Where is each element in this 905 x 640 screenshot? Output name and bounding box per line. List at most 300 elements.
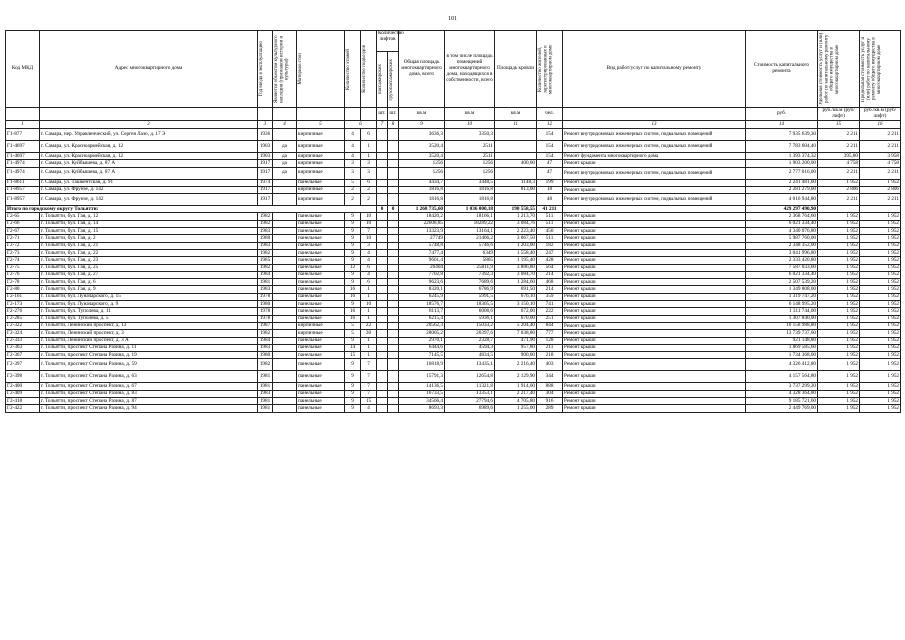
cell-lf bbox=[388, 160, 399, 167]
unit-unit-cost: руб./кв.м (руб/лифт) bbox=[818, 108, 860, 121]
cell-code: Г1-4974 bbox=[6, 167, 40, 179]
cell-cost: 2 348 352,00 bbox=[746, 242, 818, 249]
cell-uc: 2 211 bbox=[818, 167, 860, 179]
cell-fl: 9 bbox=[345, 242, 361, 249]
cell-fl: 9 bbox=[345, 405, 361, 412]
cell-en: 2 bbox=[361, 186, 377, 193]
cell-total: 3520,4 bbox=[399, 153, 445, 160]
cell-res: 251 bbox=[537, 315, 563, 322]
cell-en: 4 bbox=[361, 405, 377, 412]
cell-total: 27749 bbox=[399, 235, 445, 242]
column-number: 15 bbox=[818, 121, 860, 129]
unit-roof-area: кв.м bbox=[495, 108, 537, 121]
cell-wall: кирпичные bbox=[297, 153, 345, 160]
cell-work: Ремонт крыши bbox=[563, 359, 746, 371]
cell-lp bbox=[377, 301, 388, 308]
cell-addr: г. Тольятти, проспект Степана Разина, д. 94 bbox=[40, 405, 258, 412]
cell-en: 7 bbox=[361, 371, 377, 383]
cell-en: 6 bbox=[361, 264, 377, 271]
cell-total: 9661,4 bbox=[399, 257, 445, 264]
cell-cost: 7 783 604,40 bbox=[746, 141, 818, 153]
cell-her bbox=[273, 220, 297, 227]
table-row bbox=[6, 220, 901, 227]
column-number: 5 bbox=[297, 121, 345, 129]
cell-uc: 1 952 bbox=[818, 337, 860, 344]
cell-en: 6 bbox=[361, 179, 377, 186]
cell-total: 2970,1 bbox=[399, 337, 445, 344]
table-row bbox=[6, 194, 901, 206]
cell-lp bbox=[377, 257, 388, 264]
cell-cost: 1 307 840,00 bbox=[746, 315, 818, 322]
cell-prem: 5746,6 bbox=[445, 242, 495, 249]
cell-lf bbox=[388, 344, 399, 351]
cell-en: 1 bbox=[361, 352, 377, 359]
cell-code: Г2-400 bbox=[6, 383, 40, 390]
cell-year: 1917 bbox=[258, 167, 273, 179]
cell-lf bbox=[388, 271, 399, 278]
column-number: 6 bbox=[345, 121, 377, 129]
cell-lp bbox=[377, 398, 388, 405]
cell-fl: 9 bbox=[345, 249, 361, 256]
cell-uc: 1 952 bbox=[818, 235, 860, 242]
cell-res: 47 bbox=[537, 160, 563, 167]
cell-en: 22 bbox=[361, 322, 377, 329]
table-row bbox=[6, 315, 901, 322]
cell-roof: 3 084,76 bbox=[495, 220, 537, 227]
cell-prem: 7689,6 bbox=[445, 279, 495, 286]
cell-year: 1978 bbox=[258, 293, 273, 300]
cell-roof: 2 223,40 bbox=[495, 228, 537, 235]
table-row bbox=[6, 249, 901, 256]
cell-total: 4434,7 bbox=[399, 179, 445, 186]
cell-roof: 4 705,80 bbox=[495, 398, 537, 405]
cell-roof: 900,00 bbox=[495, 352, 537, 359]
cell-total: 34566,4 bbox=[399, 398, 445, 405]
table-row bbox=[6, 186, 901, 193]
table-row bbox=[6, 383, 901, 390]
header-work-type: Вид работ/услуг по капитальному ремонту bbox=[563, 31, 746, 108]
cell-uc: 1 952 bbox=[818, 293, 860, 300]
cell-wall: кирпичные bbox=[297, 194, 345, 206]
cell-work: Ремонт крыши bbox=[563, 213, 746, 220]
cell-roof: 1 203,00 bbox=[495, 242, 537, 249]
cell-mc: 1 952 bbox=[860, 359, 901, 371]
cell-her bbox=[273, 194, 297, 206]
cell-prem: 6786,9 bbox=[445, 286, 495, 293]
cell-year: 1981 bbox=[258, 279, 273, 286]
cell-mc: 1 952 bbox=[860, 383, 901, 390]
cell-cost: 3 737 299,20 bbox=[746, 383, 818, 390]
cell-en: 3 bbox=[361, 242, 377, 249]
cell-res: 289 bbox=[537, 405, 563, 412]
cell-cost: 7 587 033,60 bbox=[746, 264, 818, 271]
cell-code: Г2-67 bbox=[6, 228, 40, 235]
cell-work: Ремонт крыши bbox=[563, 279, 746, 286]
cell-code: Г2-65 bbox=[6, 213, 40, 220]
header-roof-area: Площадь кровли bbox=[495, 31, 537, 108]
cell-year: 1917 bbox=[258, 160, 273, 167]
page-number: 101 bbox=[448, 16, 457, 22]
cell-mc: 1 952 bbox=[860, 390, 901, 397]
cell-lf bbox=[388, 228, 399, 235]
table-row bbox=[6, 359, 901, 371]
cell-roof bbox=[495, 167, 537, 179]
cell-code: Г2-409 bbox=[6, 390, 40, 397]
cell-prem: 1816,8 bbox=[445, 186, 495, 193]
cell-cost: 4 328 364,80 bbox=[746, 390, 818, 397]
cell-lp bbox=[377, 220, 388, 227]
cell-addr: г. Тольятти, бул. Гая, д. 6 bbox=[40, 279, 258, 286]
cell-roof: 1 914,60 bbox=[495, 383, 537, 390]
cell-cost: 1 734 368,00 bbox=[746, 352, 818, 359]
cell-roof: 1 255,00 bbox=[495, 405, 537, 412]
unit-total-area: кв.м bbox=[399, 108, 445, 121]
cell-year: 1917 bbox=[258, 186, 273, 193]
cell-code: Г2-71 bbox=[6, 235, 40, 242]
cell-addr: г. Самара, ул. Куйбышева, д. 87 А bbox=[40, 167, 258, 179]
cell-prem: 7392,3 bbox=[445, 271, 495, 278]
header-year: Год ввода в эксплуатацию bbox=[259, 41, 264, 97]
table-row bbox=[6, 141, 901, 153]
cell-roof: 691,50 bbox=[495, 286, 537, 293]
cell-her bbox=[273, 405, 297, 412]
cell-lp bbox=[377, 228, 388, 235]
cell-addr: г. Тольятти, бул. Туполева, д. 11 bbox=[40, 308, 258, 315]
cell-code: Г2-285 bbox=[6, 315, 40, 322]
table-row bbox=[6, 264, 901, 271]
cell-res: 511 bbox=[537, 235, 563, 242]
cell-total: 16818,9 bbox=[399, 359, 445, 371]
cell-her bbox=[273, 398, 297, 405]
table-row bbox=[6, 301, 901, 308]
cell-mc: 1 952 bbox=[860, 242, 901, 249]
cell-her bbox=[273, 242, 297, 249]
cell-mc: 1 952 bbox=[860, 293, 901, 300]
cell-addr: г. Тольятти, проспект Степана Разина, д. 59 bbox=[40, 359, 258, 371]
cell-fl: 2 bbox=[345, 194, 361, 206]
cell-mc: 1 952 bbox=[860, 235, 901, 242]
cell-work: Ремонт крыши bbox=[563, 228, 746, 235]
cell-work: Ремонт крыши bbox=[563, 383, 746, 390]
cell-addr: г. Самара, ул. Фрунзе, д. 142 bbox=[40, 194, 258, 206]
cell-cost: 13 739 737,60 bbox=[746, 330, 818, 337]
cell-res: 47 bbox=[537, 167, 563, 179]
cell-wall: панельные bbox=[297, 286, 345, 293]
cell-addr: г. Тольятти, бул. Гая, д. 9 bbox=[40, 286, 258, 293]
units-row bbox=[6, 108, 901, 121]
cell-cost: 3 041 996,80 bbox=[746, 249, 818, 256]
cell-year: 1982 bbox=[258, 264, 273, 271]
cell-res: 154 bbox=[537, 129, 563, 141]
cell-lf bbox=[388, 383, 399, 390]
cell-cost: 4 016 944,80 bbox=[746, 194, 818, 206]
cell-total: 13323,9 bbox=[399, 228, 445, 235]
cell-her bbox=[273, 344, 297, 351]
cell-work: Ремонт крыши bbox=[563, 235, 746, 242]
cell-mc: 1 952 bbox=[860, 286, 901, 293]
cell-en: 10 bbox=[361, 301, 377, 308]
column-number: 11 bbox=[495, 121, 537, 129]
cell-year: 1984 bbox=[258, 271, 273, 278]
cell-res: 18 bbox=[537, 186, 563, 193]
cell-addr: г. Тольятти, бул. Туполева, д. 5 bbox=[40, 315, 258, 322]
cell-cost: 2 777 016,00 bbox=[746, 167, 818, 179]
column-number: 1 bbox=[6, 121, 40, 129]
column-numbers-row bbox=[6, 121, 901, 129]
cell-res: 48 bbox=[537, 194, 563, 206]
cell-year: 1981 bbox=[258, 371, 273, 383]
cell-prem: 18305,5 bbox=[445, 301, 495, 308]
cell-roof bbox=[495, 153, 537, 160]
cell-code: Г2-398 bbox=[6, 371, 40, 383]
cell-fl: 5 bbox=[345, 179, 361, 186]
cell-cost: 1 903 200,00 bbox=[746, 160, 818, 167]
cell-addr: г. Тольятти, бул. Гая, д. 12 bbox=[40, 213, 258, 220]
cell-work: Ремонт крыши bbox=[563, 405, 746, 412]
cell-lf bbox=[388, 293, 399, 300]
cell-cost: 6 021 334,40 bbox=[746, 220, 818, 227]
cell-cost: 1 319 747,20 bbox=[746, 293, 818, 300]
cell-wall: панельные bbox=[297, 344, 345, 351]
cell-lp bbox=[377, 315, 388, 322]
cell-total: 8320,1 bbox=[399, 286, 445, 293]
header-total-area: Общая площадь многоквартирного дома, всего bbox=[399, 31, 445, 108]
cell-roof bbox=[495, 129, 537, 141]
cell-her: да bbox=[273, 141, 297, 153]
cell-mc: 1 952 bbox=[860, 213, 901, 220]
cell-uc: 1 952 bbox=[818, 352, 860, 359]
cell-fl: 4 bbox=[345, 153, 361, 160]
cell-year: 1987 bbox=[258, 322, 273, 329]
cell-code: Г1-8611 bbox=[6, 179, 40, 186]
cell-code: Г2-73 bbox=[6, 249, 40, 256]
cell-en: 7 bbox=[361, 383, 377, 390]
cell-lp bbox=[377, 308, 388, 315]
table-row bbox=[6, 160, 901, 167]
cell-en: 4 bbox=[361, 271, 377, 278]
cell-wall: панельные bbox=[297, 271, 345, 278]
cell-total: 6444,6 bbox=[399, 344, 445, 351]
cell-year: 1981 bbox=[258, 398, 273, 405]
cell-cost: 5 987 760,00 bbox=[746, 235, 818, 242]
cell-lp bbox=[377, 383, 388, 390]
cell-roof: 1 284,60 bbox=[495, 279, 537, 286]
cell-addr: г. Тольятти, бул. Гая, д. 23 bbox=[40, 257, 258, 264]
cell-res: 218 bbox=[537, 352, 563, 359]
cell-her bbox=[273, 315, 297, 322]
cell-fl: 3 bbox=[345, 167, 361, 179]
cell-work: Ремонт внутридомовых инженерных систем, подвальных помещений bbox=[563, 194, 746, 206]
cell-mc: 1 952 bbox=[860, 308, 901, 315]
cell-lf bbox=[388, 390, 399, 397]
cell-total: 1256 bbox=[399, 160, 445, 167]
cell-mc: 1 952 bbox=[860, 179, 901, 186]
cell-addr: г. Тольятти, Ленинский проспект, д. 3 bbox=[40, 330, 258, 337]
cell-res: 450 bbox=[537, 228, 563, 235]
cell-her bbox=[273, 383, 297, 390]
cell-prem: 5991,5 bbox=[445, 293, 495, 300]
cell-work: Ремонт крыши bbox=[563, 286, 746, 293]
cell-year: 1981 bbox=[258, 383, 273, 390]
cell-mc: 2 806 bbox=[860, 186, 901, 193]
cell-addr: г. Самара, пер. Управленческий, ул. Сергея Лазо, д. 17 Э bbox=[40, 129, 258, 141]
unit-cost: руб. bbox=[746, 108, 818, 121]
cell-fl: 15 bbox=[345, 352, 361, 359]
cell-addr: г. Тольятти, бул. Гая, д. 27 bbox=[40, 271, 258, 278]
table-row bbox=[6, 371, 901, 383]
cell-fl: 9 bbox=[345, 235, 361, 242]
column-number: 13 bbox=[563, 121, 746, 129]
cell-uc: 2 806 bbox=[818, 186, 860, 193]
cell-wall: панельные bbox=[297, 352, 345, 359]
cell-uc: 1 952 bbox=[818, 344, 860, 351]
unit-lifts-freight: шт. bbox=[388, 108, 399, 121]
cell-wall: кирпичные bbox=[297, 129, 345, 141]
cell-en: 15 bbox=[361, 398, 377, 405]
cell-code: Г1-4697 bbox=[6, 153, 40, 160]
cell-year: 1983 bbox=[258, 344, 273, 351]
cell-uc: 1 952 bbox=[818, 286, 860, 293]
cell-addr: г. Тольятти, бул. Гая, д. 14 bbox=[40, 220, 258, 227]
cell-roof: 2 129,90 bbox=[495, 371, 537, 383]
cell-code: Г2-322 bbox=[6, 322, 40, 329]
cell-fl: 9 bbox=[345, 257, 361, 264]
cell-mc: 1 952 bbox=[860, 315, 901, 322]
cell-total: 6215,4 bbox=[399, 315, 445, 322]
cell-mc: 2 211 bbox=[860, 129, 901, 141]
cell-res: 403 bbox=[537, 359, 563, 371]
cell-addr: г. Тольятти, бул. Гая, д. 25 bbox=[40, 264, 258, 271]
cell-cost: 2 333 420,80 bbox=[746, 257, 818, 264]
cell-total: 3636,3 bbox=[399, 129, 445, 141]
cell-addr: г. Тольятти, бул. Гая, д. 22 bbox=[40, 249, 258, 256]
cell-her bbox=[273, 308, 297, 315]
cell-work: Ремонт крыши bbox=[563, 352, 746, 359]
cell-roof: 676,10 bbox=[495, 293, 537, 300]
cell-lf bbox=[388, 301, 399, 308]
cell-en: 1 bbox=[361, 308, 377, 315]
header-lifts-passenger: пассажирских bbox=[378, 64, 383, 95]
cell-roof: 1 195,40 bbox=[495, 257, 537, 264]
cell-work: Ремонт крыши bbox=[563, 264, 746, 271]
cell-en: 6 bbox=[361, 129, 377, 141]
cell-code: Г2-80 bbox=[6, 286, 40, 293]
cell-en: 7 bbox=[361, 359, 377, 371]
cell-her bbox=[273, 129, 297, 141]
summary-label: Итого по городскому округу Тольятти: bbox=[6, 206, 377, 213]
cell-roof: 7 038,80 bbox=[495, 330, 537, 337]
cell-prem: 20397,6 bbox=[445, 330, 495, 337]
cell-uc: 1 952 bbox=[818, 271, 860, 278]
cell-lp bbox=[377, 235, 388, 242]
cell-her bbox=[273, 293, 297, 300]
cell-code: Г2-333 bbox=[6, 337, 40, 344]
cell-wall: кирпичные bbox=[297, 141, 345, 153]
cell-her bbox=[273, 235, 297, 242]
cell-fl: 2 bbox=[345, 186, 361, 193]
cell-prem: 11321,8 bbox=[445, 383, 495, 390]
cell-total: 14136,5 bbox=[399, 383, 445, 390]
cell-total: 18420,2 bbox=[399, 213, 445, 220]
cell-code: Г2-78 bbox=[6, 279, 40, 286]
cell-total: 1816,8 bbox=[399, 186, 445, 193]
cell-fl: 16 bbox=[345, 286, 361, 293]
cell-fl: 9 bbox=[345, 220, 361, 227]
cell-her bbox=[273, 257, 297, 264]
cell-uc: 1 952 bbox=[818, 398, 860, 405]
cell-lp bbox=[377, 359, 388, 371]
cell-uc: 1 952 bbox=[818, 228, 860, 235]
cell-cost: 2 241 481,60 bbox=[746, 179, 818, 186]
cell-lp bbox=[377, 371, 388, 383]
cell-roof: 471,90 bbox=[495, 337, 537, 344]
cell-lf bbox=[388, 220, 399, 227]
cell-total: 7702,8 bbox=[399, 271, 445, 278]
cell-lp bbox=[377, 322, 388, 329]
cell-fl: 4 bbox=[345, 141, 361, 153]
cell-code: Г2-74 bbox=[6, 257, 40, 264]
cell-lp bbox=[377, 153, 388, 160]
cell-addr: г. Самара, ул. Куйбышева, д. 87 А bbox=[40, 160, 258, 167]
cell-lp bbox=[377, 330, 388, 337]
cell-roof: 3 150,10 bbox=[495, 301, 537, 308]
cell-lf bbox=[388, 249, 399, 256]
column-number: 4 bbox=[273, 121, 297, 129]
summary-row bbox=[6, 206, 901, 213]
cell-cost: 10 158 988,80 bbox=[746, 322, 818, 329]
cell-prem: 12654,8 bbox=[445, 371, 495, 383]
cell-uc: 1 952 bbox=[818, 308, 860, 315]
cell-lp bbox=[377, 213, 388, 220]
cell-year: 1903 bbox=[258, 153, 273, 160]
cell-roof: 670,00 bbox=[495, 315, 537, 322]
cell-mc: 1 952 bbox=[860, 352, 901, 359]
cell-en: 1 bbox=[361, 293, 377, 300]
header-premises-area: в том числе площадь помещений многоквартирного дома, находящихся в собственности, всего bbox=[445, 31, 495, 108]
cell-wall: кирпичные bbox=[297, 322, 345, 329]
cell-roof: 813,00 bbox=[495, 186, 537, 193]
table-row bbox=[6, 213, 901, 220]
table-row bbox=[6, 293, 901, 300]
cell-year: 1917 bbox=[258, 194, 273, 206]
cell-res: 214 bbox=[537, 271, 563, 278]
cell-mc: 1 952 bbox=[860, 228, 901, 235]
unit-max-cost: руб./кв.м (руб/лифт) bbox=[860, 108, 901, 121]
cell-en: 10 bbox=[361, 213, 377, 220]
cell-her bbox=[273, 264, 297, 271]
table-row bbox=[6, 405, 901, 412]
cell-prem: 4594,3 bbox=[445, 344, 495, 351]
cell-total: 9623,6 bbox=[399, 279, 445, 286]
cell-prem: 1816,8 bbox=[445, 194, 495, 206]
cell-her bbox=[273, 322, 297, 329]
table-row bbox=[6, 390, 901, 397]
table-row bbox=[6, 228, 901, 235]
cell-mc: 2 211 bbox=[860, 141, 901, 153]
cell-roof: 957,80 bbox=[495, 344, 537, 351]
cell-work: Ремонт внутридомовых инженерных систем, подвальных помещений bbox=[563, 167, 746, 179]
header-wall: Материал стен bbox=[298, 53, 303, 85]
cell-en: 1 bbox=[361, 344, 377, 351]
cell-her bbox=[273, 249, 297, 256]
cell-wall: панельные bbox=[297, 301, 345, 308]
cell-roof: 3 886,80 bbox=[495, 264, 537, 271]
cell-uc: 1 952 bbox=[818, 383, 860, 390]
cell-fl: 5 bbox=[345, 330, 361, 337]
cell-mc: 1 952 bbox=[860, 264, 901, 271]
cell-cost: 1 311 744,00 bbox=[746, 308, 818, 315]
cell-en: 3 bbox=[361, 160, 377, 167]
